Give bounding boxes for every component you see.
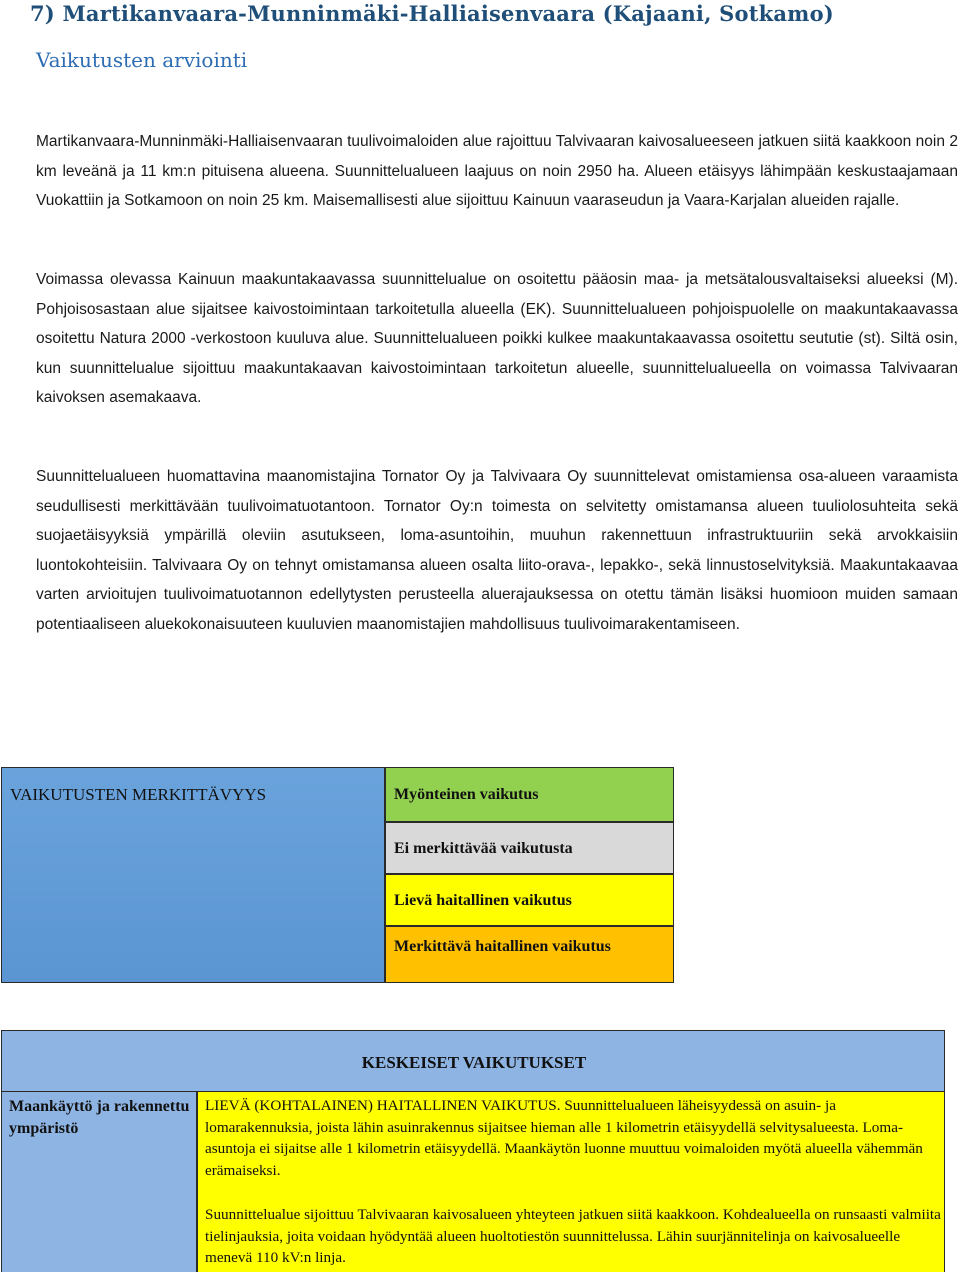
impact-description-cell bbox=[197, 1092, 945, 1272]
legend-item-significant-adverse bbox=[385, 926, 674, 983]
impact-context-text: Suunnittelualue sijoittuu Talvivaaran kaivosalueen yhteyteen jatkuen siitä kaakkoon. Kohdealueella on runsaasti valmiita tielinjauksia, joita voidaan hyödyntää alueen huoltotiestön suunnittelussa. Lähin suurjännitelinja on kaivosalueelle menevä 110 kV:n linja. bbox=[205, 1206, 941, 1266]
impact-assessment-text: LIEVÄ (KOHTALAINEN) HAITALLINEN VAIKUTUS. Suunnittelualueen läheisyydessä on asuin- ja lomarakennuksia, joista lähin asuinrakennus sijaitsee hieman alle 1 kilometrin etäisyydellä selvitysalueesta. Loma-asuntoja ei sijaitse alle 1 kilometrin etäisyydellä. Maankäytön luonne muuttuu voimaloiden myötä alueella vähemmän erämaiseksi. bbox=[205, 1097, 923, 1179]
legend-item-minor-adverse bbox=[385, 874, 674, 926]
section-heading: 7) Martikanvaara-Munninmäki-Halliaisenvaara (Kajaani, Sotkamo) bbox=[30, 1, 834, 26]
impact-category-cell bbox=[1, 1092, 197, 1272]
legend-item-positive bbox=[385, 767, 674, 822]
legend-title: VAIKUTUSTEN MERKITTÄVYYS bbox=[10, 785, 267, 804]
subsection-heading: Vaikutusten arviointi bbox=[36, 48, 248, 72]
legend-title-cell bbox=[1, 767, 385, 983]
impacts-table-header bbox=[1, 1030, 945, 1092]
impact-category-label: Maankäyttö ja rakennettu ympäristö bbox=[9, 1098, 190, 1137]
legend-item-neutral bbox=[385, 822, 674, 874]
legend-item-label: Merkittävä haitallinen vaikutus bbox=[394, 938, 611, 955]
paragraph-regional-plan: Voimassa olevassa Kainuun maakuntakaavassa suunnittelualue on osoitettu pääosin maa- ja metsätalousvaltaiseksi alueeksi (M). Pohjoisosastaan alue sijaitsee kaivostoimintaan tarkoitetulla alueella (EK). Suunnittelualueen pohjoispuolelle on maakuntakaavassa osoitettu Natura 2000 -verkostoon kuuluva alue. Suunnittelualueen poikki kulkee maakuntakaavassa osoitettu seututie (st). Siltä osin, kun suunnittelualue sijoittuu maakuntakaavan kaivostoimintaan tarkoitetun alueelle, suunnittelualueella on voimassa Talvivaaran kaivoksen asemakaava. bbox=[36, 271, 958, 406]
paragraph-area-description: Martikanvaara-Munninmäki-Halliaisenvaaran tuulivoimaloiden alue rajoittuu Talvivaaran kaivosalueeseen jatkuen siitä kaakkoon noin 2 km leveänä ja 11 km:n pituisena alueena. Suunnittelualueen laajuus on noin 2950 ha. Alueen etäisyys lähimpään keskustaajamaan Vuokattiin ja Sotkamoon on noin 25 km. Maisemallisesti alue sijoittuu Kainuun vaaraseudun ja Vaara-Karjalan alueiden rajalle. bbox=[36, 133, 958, 209]
paragraph-landowners: Suunnittelualueen huomattavina maanomistajina Tornator Oy ja Talvivaara Oy suunnittelevat omistamiensa osa-alueen varaamista seudullisesti merkittävään tuulivoimatuotantoon. Tornator Oy:n toimesta on selvitetty omistamansa alueen tuuliolosuhteita sekä suojaetäisyyksiä ympärillä oleviin asutukseen, loma-asuntoihin, muuhun rakennettuun infrastruktuuriin sekä arvokkaisiin luontokohteisiin. Talvivaara Oy on tehnyt omistamansa alueen osalta liito-orava-, lepakko-, sekä linnustoselvityksiä. Maakuntakaavaa varten arvioitujen tuulivoimatuotannon edellytysten perusteella aluerajauksessa on otettu tämän lisäksi huomioon muiden samaan potentiaaliseen aluekokonaisuuteen kuuluvien maanomistajien mahdollisuus tuulivoimarakentamiseen. bbox=[36, 468, 958, 633]
legend-item-label: Ei merkittävää vaikutusta bbox=[394, 840, 573, 857]
legend-item-label: Lievä haitallinen vaikutus bbox=[394, 892, 572, 909]
impacts-table-title: KESKEISET VAIKUTUKSET bbox=[361, 1053, 587, 1072]
legend-item-label: Myönteinen vaikutus bbox=[394, 786, 539, 803]
